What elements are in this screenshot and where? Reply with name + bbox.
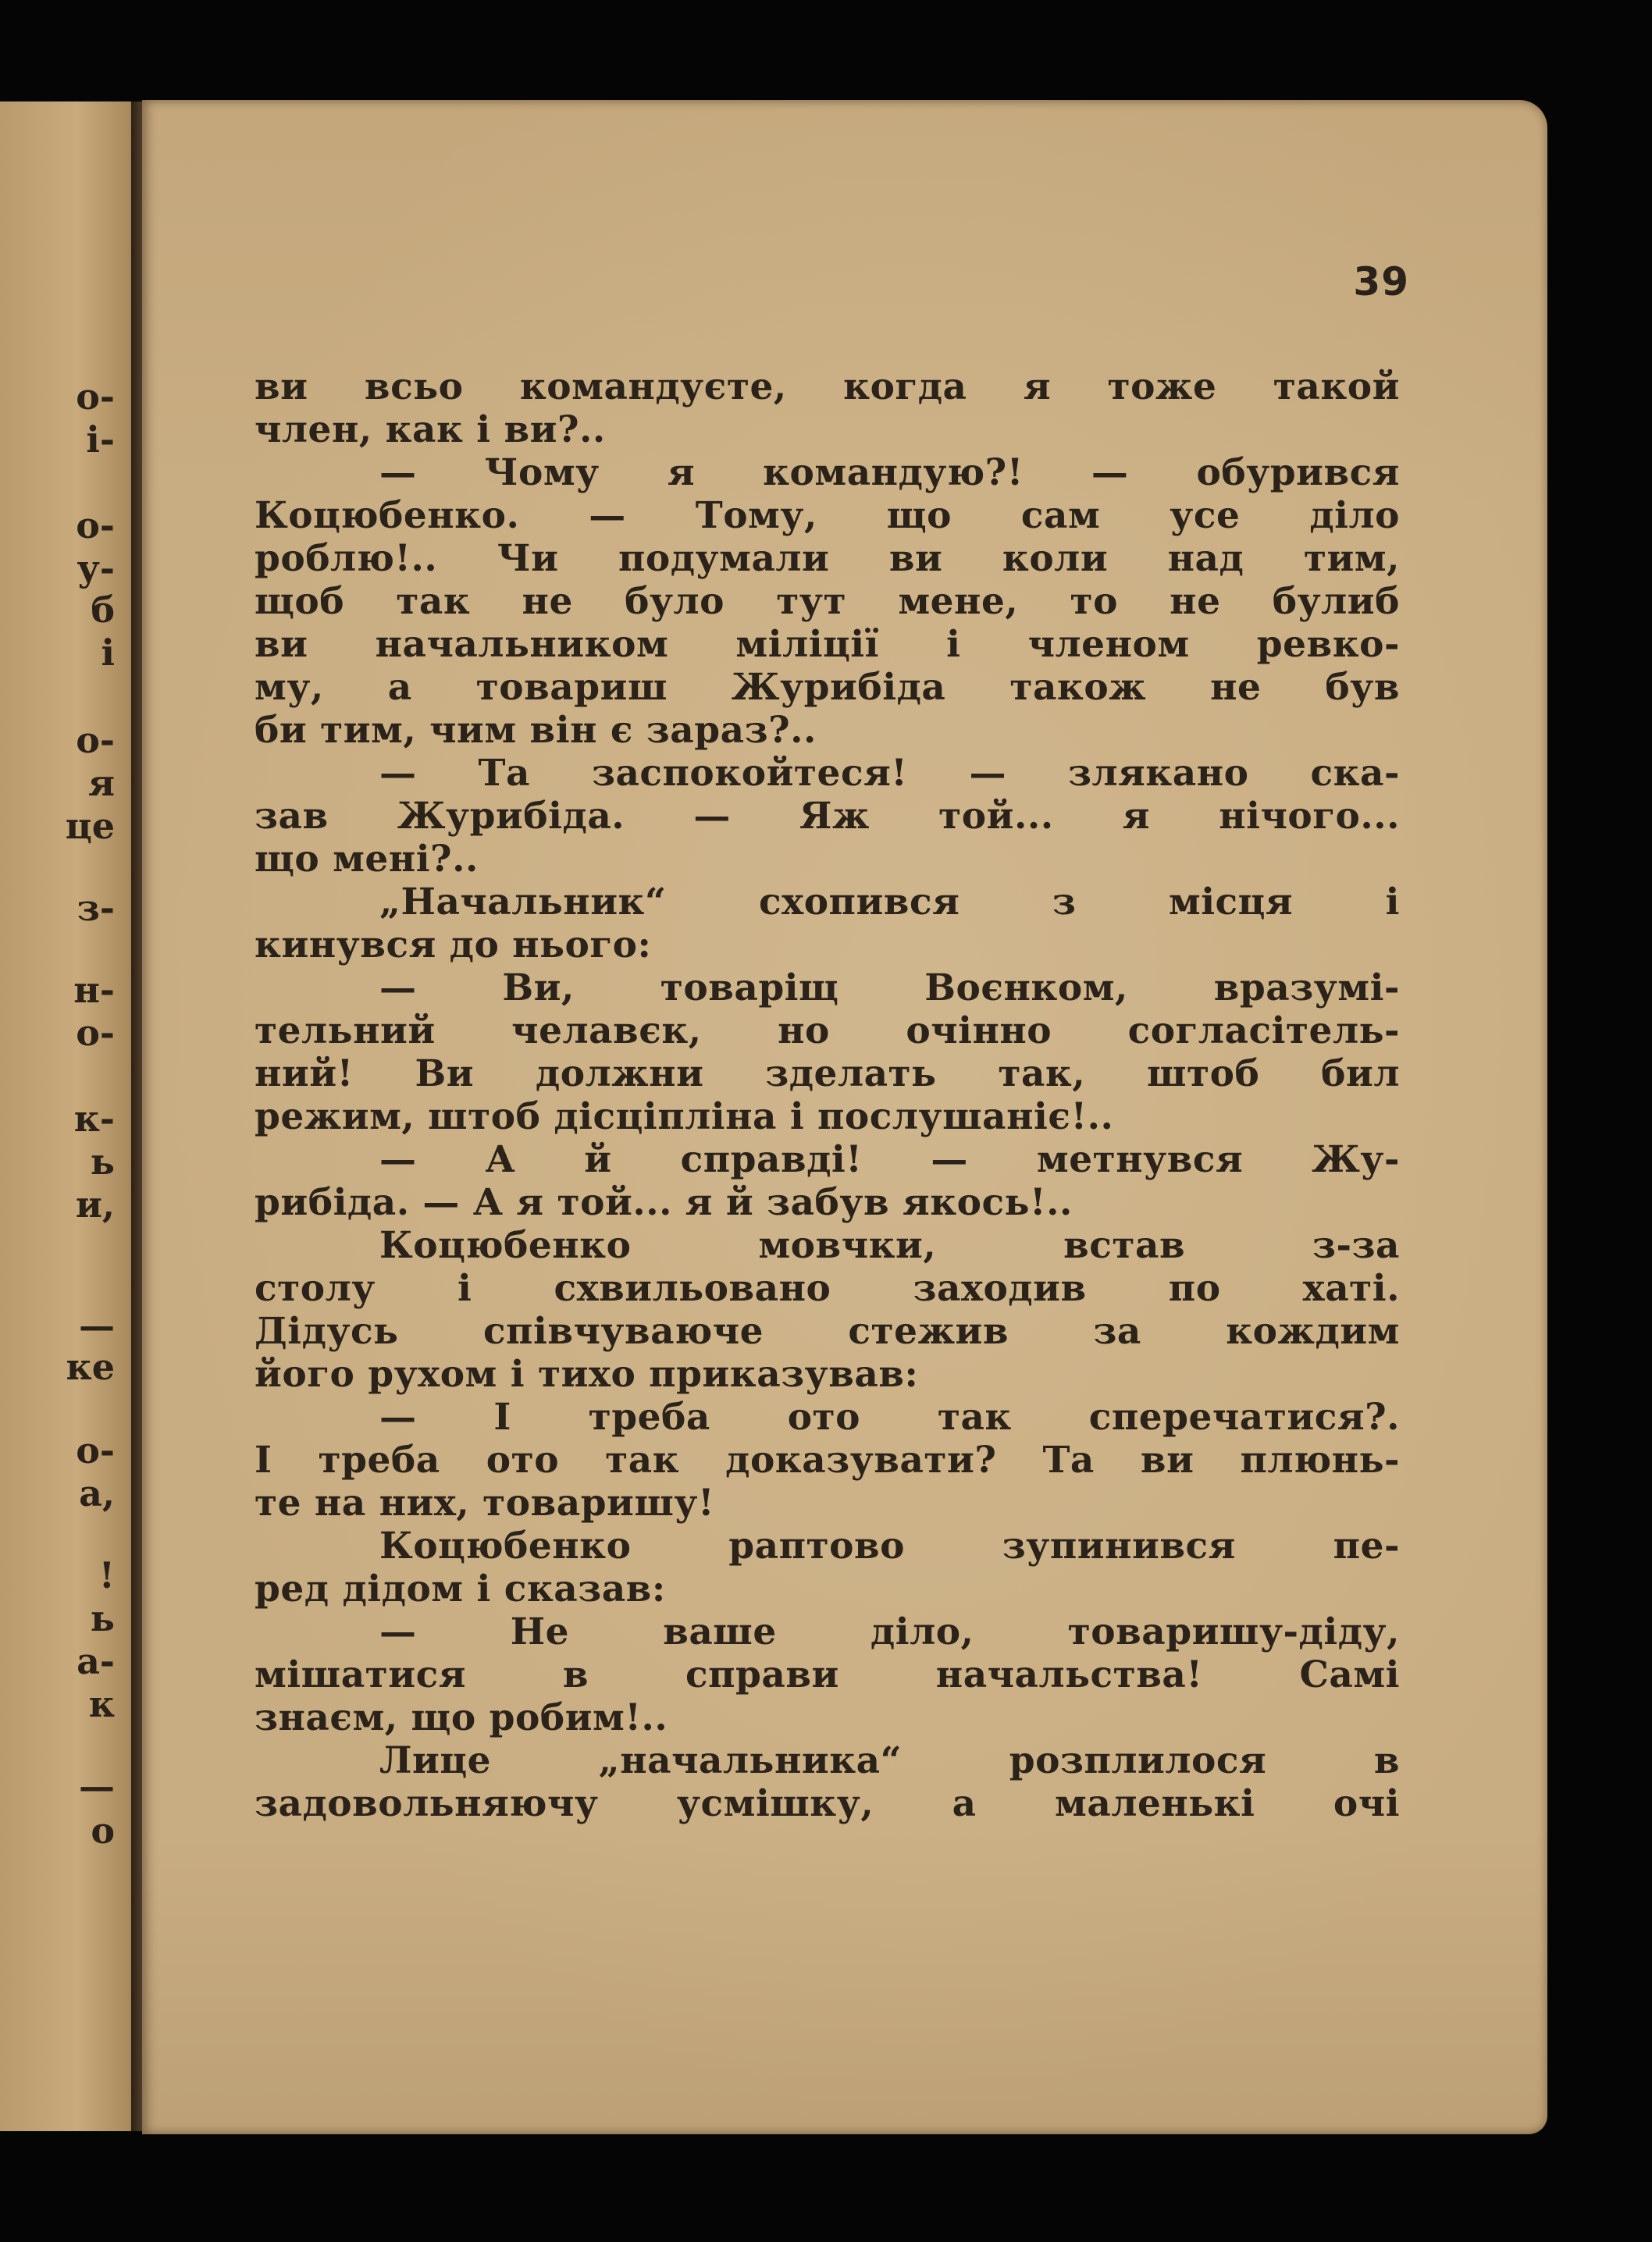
left-fragment: ке xyxy=(66,1346,115,1388)
text-line: ний! Ви должни зделать так, штоб бил xyxy=(255,1052,1400,1095)
left-fragment: я xyxy=(88,762,115,804)
text-line: мішатися в справи начальства! Самі xyxy=(255,1653,1400,1696)
left-fragment: а, xyxy=(79,1472,115,1514)
left-fragment: ь xyxy=(90,1597,115,1639)
text-line: — Ви, товаріщ Воєнком, вразумі- xyxy=(379,966,1400,1009)
text-line: му, а товариш Журибіда також не був xyxy=(255,666,1400,709)
left-fragment: і xyxy=(101,632,115,674)
book-page xyxy=(142,100,1547,2134)
text-line: те на них, товаришу! xyxy=(255,1482,715,1525)
text-line: кинувся до нього: xyxy=(255,923,652,966)
text-line: — І треба ото так сперечатися?. xyxy=(379,1396,1400,1439)
left-fragment: о- xyxy=(76,1012,115,1054)
page-text xyxy=(255,365,1400,1825)
text-line: — Та заспокойтеся! — злякано ска- xyxy=(379,752,1400,795)
text-line: ви начальником міліції і членом ревко- xyxy=(255,623,1400,666)
text-line: Коцюбенко. — Тому, що сам усе діло xyxy=(255,494,1400,537)
text-line: І треба ото так доказувати? Та ви плюнь- xyxy=(255,1439,1400,1482)
left-fragment: і- xyxy=(86,418,115,461)
text-line: зав Журибіда. — Яж той... я нічого... xyxy=(255,795,1400,838)
page-number: 39 xyxy=(1353,259,1409,304)
left-fragment: о- xyxy=(76,1429,115,1472)
text-line: режим, штоб дісціпліна і послушаніє!.. xyxy=(255,1095,1114,1138)
left-fragment: б xyxy=(91,589,115,631)
text-line: ви всьо командуєте, когда я тоже такой xyxy=(255,365,1400,408)
left-fragment: н- xyxy=(73,969,115,1011)
left-fragment: о xyxy=(91,1810,115,1852)
text-line: щоб так не було тут мене, то не булиб xyxy=(255,580,1400,623)
left-fragment: — xyxy=(79,1304,115,1347)
left-fragment: ! xyxy=(98,1554,115,1596)
text-line: би тим, чим він є зараз?.. xyxy=(255,709,817,752)
left-fragment: — xyxy=(79,1765,115,1807)
text-line: задовольняючу усмішку, а маленькі очі xyxy=(255,1782,1400,1825)
text-line: „Начальник“ схопився з місця і xyxy=(379,881,1400,923)
left-facing-page xyxy=(0,101,141,2131)
text-line: Коцюбенко раптово зупинився пе- xyxy=(379,1525,1400,1568)
text-line: тельний челавєк, но очінно согласітель- xyxy=(255,1009,1400,1052)
text-line: знаєм, що робим!.. xyxy=(255,1696,668,1739)
text-line: Коцюбенко мовчки, встав з-за xyxy=(379,1224,1400,1267)
left-fragment: у- xyxy=(77,547,115,589)
text-line: що мені?.. xyxy=(255,838,479,881)
left-fragment: це xyxy=(65,805,115,847)
left-fragment: а- xyxy=(77,1640,115,1682)
text-line: рибіда. — А я той... я й забув якось!.. xyxy=(255,1181,1073,1224)
text-line: ред дідом і сказав: xyxy=(255,1568,666,1610)
text-line: Дідусь співчуваюче стежив за кождим xyxy=(255,1310,1400,1353)
text-line: — Не ваше діло, товаришу-діду, xyxy=(379,1610,1400,1653)
text-line: його рухом і тихо приказував: xyxy=(255,1353,919,1396)
text-line: столу і схвильовано заходив по хаті. xyxy=(255,1267,1400,1310)
left-fragment: з- xyxy=(77,887,115,929)
left-fragment: и, xyxy=(75,1183,115,1226)
text-line: член, как і ви?.. xyxy=(255,408,606,451)
text-line: — А й справді! — метнувся Жу- xyxy=(379,1138,1400,1181)
left-page-text-fragments xyxy=(0,101,137,2131)
left-fragment: к- xyxy=(73,1098,115,1140)
text-line: — Чому я командую?! — обурився xyxy=(379,451,1400,494)
left-fragment: о- xyxy=(76,504,115,546)
left-fragment: о- xyxy=(76,719,115,761)
left-fragment: к xyxy=(88,1683,115,1725)
text-line: роблю!.. Чи подумали ви коли над тим, xyxy=(255,537,1400,580)
left-fragment: о- xyxy=(76,375,115,418)
text-line: Лице „начальника“ розплилося в xyxy=(379,1739,1400,1782)
left-fragment: ь xyxy=(90,1141,115,1183)
